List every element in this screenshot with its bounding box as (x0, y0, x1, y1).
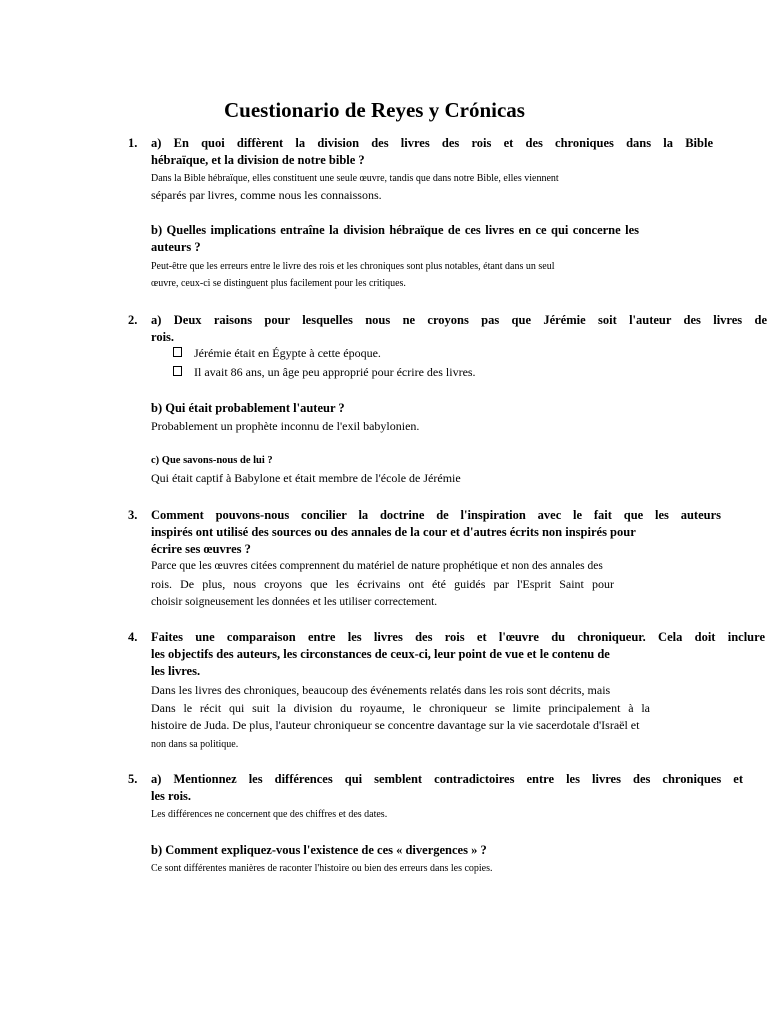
q3-number: 3. (128, 508, 138, 522)
q2c-answer: Qui était captif à Babylone et était membre de l'école de Jérémie (151, 471, 461, 485)
checkbox-icon (173, 347, 182, 357)
q5a-question-line1: a) Mentionnez les différences qui semblent contradictoires entre les livres des chroniques et (151, 772, 743, 786)
q2a-question-line1: a) Deux raisons pour lesquelles nous ne croyons pas que Jérémie soit l'auteur des livres de (151, 313, 767, 327)
q4-question-line1: Faites une comparaison entre les livres des rois et l'œuvre du chroniqueur. Cela doit inclure (151, 630, 765, 644)
q5b-question: b) Comment expliquez-vous l'existence de ces « divergences » ? (151, 843, 487, 857)
q1a-question (151, 135, 713, 169)
q4-question-line3: les livres. (151, 664, 201, 678)
q2-bullet-2 (173, 365, 476, 380)
q2c-question: c) Que savons-nous de lui ? (151, 455, 273, 466)
q4-question-line2: les objectifs des auteurs, les circonstances de ceux-ci, leur point de vue et le contenu de (151, 647, 610, 661)
q2-bullet-1-text: Jérémie était en Égypte à cette époque. (194, 346, 381, 360)
q5a-question-line2: les rois. (151, 789, 192, 803)
q4-answer-line1: Dans les livres des chroniques, beaucoup des événements relatés dans les rois sont décrits, mais (151, 683, 611, 697)
checkbox-icon (173, 366, 182, 376)
q4-answer-line2: Dans le récit qui suit la division du royaume, le chroniqueur se limite principalement à la (151, 701, 650, 715)
q5-number: 5. (128, 772, 138, 786)
q1a-question-line2: hébraïque, et la division de notre bible ? (151, 153, 365, 167)
q2-bullet-1 (173, 346, 381, 361)
q3-question (151, 507, 721, 558)
q1a-answer-line1: Dans la Bible hébraïque, elles constituent une seule œuvre, tandis que dans notre Bible, elles viennent (151, 173, 559, 184)
q3-answer-line2: rois. De plus, nous croyons que les écrivains ont été guidés par l'Esprit Saint pour (151, 577, 614, 591)
q4-answer-line3: histoire de Juda. De plus, l'auteur chroniqueur se concentre davantage sur la vie sacerdotale d'Israël et (151, 718, 640, 732)
q3-answer-line3: choisir soigneusement les données et les utiliser correctement. (151, 596, 438, 608)
q3-question-line1: Comment pouvons-nous concilier la doctrine de l'inspiration avec le fait que les auteurs (151, 508, 721, 522)
q2a-question-line2: rois. (151, 330, 175, 344)
q1b-answer-line2: œuvre, ceux-ci se distinguent plus facilement pour les critiques. (151, 278, 406, 289)
q1b-question (151, 222, 639, 256)
q4-question (151, 629, 765, 680)
q2b-question: b) Qui était probablement l'auteur ? (151, 401, 345, 415)
q5b-answer: Ce sont différentes manières de raconter l'histoire ou bien des erreurs dans les copies. (151, 863, 493, 874)
q3-answer-line1: Parce que les œuvres citées comprennent du matériel de nature prophétique et non des annales des (151, 560, 603, 572)
q2b-answer: Probablement un prophète inconnu de l'exil babylonien. (151, 419, 420, 433)
q1b-question-line1: b) Quelles implications entraîne la division hébraïque de ces livres en ce qui concerne les (151, 223, 639, 237)
q1b-question-line2: auteurs ? (151, 240, 201, 254)
q2a-question (151, 312, 767, 346)
q1-number: 1. (128, 136, 138, 150)
document-title: Cuestionario de Reyes y Crónicas (224, 98, 525, 122)
q4-number: 4. (128, 630, 138, 644)
q2-bullet-2-text: Il avait 86 ans, un âge peu approprié pour écrire des livres. (194, 365, 476, 379)
q1b-answer-line1: Peut-être que les erreurs entre le livre des rois et les chroniques sont plus notables, étant dans un seul (151, 261, 555, 272)
q5a-question (151, 771, 743, 805)
q4-answer-line4: non dans sa politique. (151, 739, 239, 750)
q3-question-line3: écrire ses œuvres ? (151, 542, 251, 556)
q2-number: 2. (128, 313, 138, 327)
q5a-answer: Les différences ne concernent que des chiffres et des dates. (151, 809, 388, 820)
q1a-answer-line2: séparés par livres, comme nous les connaissons. (151, 188, 382, 202)
q3-question-line2: inspirés ont utilisé des sources ou des annales de la cour et d'autres écrits non inspirés pour (151, 525, 636, 539)
q1a-question-line1: a) En quoi diffèrent la division des livres des rois et des chroniques dans la Bible (151, 136, 713, 150)
